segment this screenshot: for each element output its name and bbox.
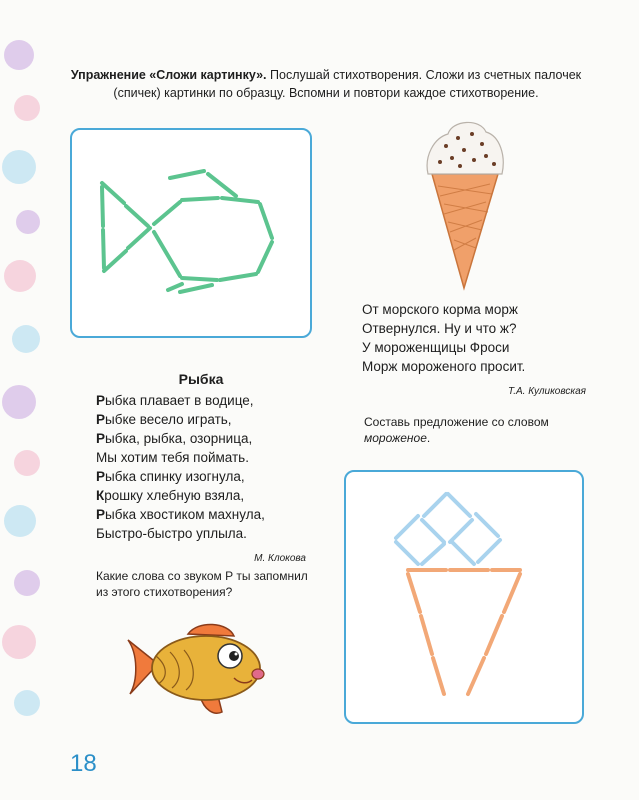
stick — [396, 542, 418, 564]
stick — [182, 278, 217, 280]
stick — [422, 544, 444, 564]
bubble-decoration — [4, 260, 36, 292]
stick — [154, 232, 180, 276]
cartoon-fish-illustration — [118, 618, 266, 720]
stick — [396, 516, 418, 538]
poem-line: Мы хотим тебя поймать. — [96, 450, 249, 465]
stick — [408, 574, 420, 612]
stick — [168, 284, 182, 290]
poem-line: Крошку хлебную взяла, — [96, 488, 245, 503]
stick — [452, 542, 474, 564]
bubble-decoration — [4, 40, 34, 70]
bubble-decoration — [14, 690, 40, 716]
poem-line: Рыбке весело играть, — [96, 412, 232, 427]
bubble-decoration — [14, 95, 40, 121]
stick — [103, 230, 104, 268]
poem-line: Рыбка хвостиком махнула, — [96, 507, 265, 522]
stick — [476, 514, 498, 536]
stick — [126, 206, 148, 226]
exercise-title: Упражнение «Сложи картинку». — [70, 68, 267, 82]
ice-cream-stick-figure-frame — [344, 470, 584, 724]
stick — [128, 228, 150, 248]
stick — [180, 285, 212, 292]
stick — [504, 574, 520, 612]
stick — [102, 183, 124, 203]
ice-cream-task — [364, 414, 564, 446]
poem-author: М. Клокова — [254, 553, 306, 564]
stick — [421, 616, 432, 654]
poem-author: Т.А. Куликовская — [507, 386, 586, 397]
stick — [104, 251, 126, 271]
stick — [468, 658, 484, 694]
stick — [478, 540, 500, 562]
poem-line: Рыбка плавает в водице, — [96, 393, 254, 408]
stick — [154, 202, 180, 224]
stick — [170, 171, 204, 178]
fish-stick-figure — [72, 130, 310, 336]
bubble-decoration — [4, 505, 36, 537]
poem-line: У мороженщицы Фроси — [362, 340, 510, 355]
poem-line: Рыбка спинку изогнула, — [96, 469, 245, 484]
task-word: мороженое — [364, 431, 427, 445]
stick — [208, 174, 236, 196]
stick — [424, 494, 446, 516]
exercise-text: Послушай стихотворения. Сложи из счетных палочек (спичек) картинки по образцу. Вспомни и повтори каждое стихотворение. — [113, 68, 582, 100]
bubble-decoration — [16, 210, 40, 234]
ice-cream-stick-figure — [346, 472, 582, 722]
poem-line: Морж мороженого просит. — [362, 359, 526, 374]
poem-title: Рыбка — [178, 371, 224, 387]
page-number: 18 — [70, 750, 97, 777]
poem-line: Быстро-быстро уплыла. — [96, 526, 247, 541]
stick — [102, 187, 103, 226]
fish-question: Какие слова со звуком Р ты запомнил из этого стихотворения? — [96, 569, 308, 599]
stick — [486, 616, 502, 654]
bubble-decoration — [2, 625, 36, 659]
bubble-decoration — [12, 325, 40, 353]
stick — [448, 494, 470, 516]
stick — [222, 198, 258, 202]
exercise-instruction — [66, 66, 586, 102]
ice-cream-poem — [362, 300, 586, 401]
bubble-decoration — [2, 150, 36, 184]
task-text: Составь предложение со словом — [364, 415, 549, 429]
poem-line: Рыбка, рыбка, озорница, — [96, 431, 253, 446]
stick — [220, 274, 256, 280]
stick — [422, 520, 444, 542]
decorative-side-strip — [0, 0, 48, 800]
stick — [450, 520, 472, 542]
stick — [433, 658, 444, 694]
fish-stick-figure-frame — [70, 128, 312, 338]
bubble-decoration — [14, 450, 40, 476]
stick — [182, 198, 218, 200]
poem-line: От морского корма морж — [362, 302, 518, 317]
ice-cream-illustration — [424, 116, 506, 292]
bubble-decoration — [14, 570, 40, 596]
poem-line: Отвернулся. Ну и что ж? — [362, 321, 517, 336]
bubble-decoration — [2, 385, 36, 419]
stick — [258, 242, 272, 272]
fish-poem — [96, 370, 306, 568]
stick — [260, 204, 272, 238]
task-end: . — [426, 431, 431, 445]
